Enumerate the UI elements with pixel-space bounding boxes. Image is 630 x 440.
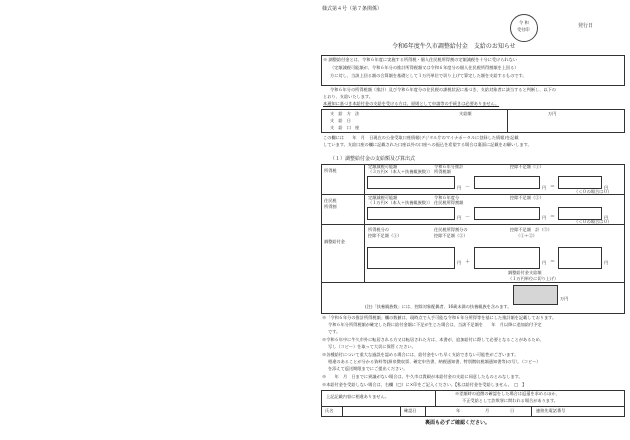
note-line: を添えて返送期限までにご提出ください。	[328, 366, 408, 371]
calc-footnote: (注)「扶養親族数」には、控除対象配偶者、16歳未満の扶養親族を含みます。	[365, 304, 512, 309]
cell-label: 定額減税可能額	[368, 164, 398, 169]
intro-paragraph: とおり、支給いたします。	[323, 94, 373, 99]
confirm-date-label: 確認日	[404, 408, 417, 413]
decline-line[interactable]: ※本給付金を受給しない場合は、右欄（□）に×印をご記入ください。【私は給付金を受給しません。 □ 】	[322, 382, 527, 387]
cell-label: （①＋②）	[516, 233, 537, 238]
day-label: 日	[510, 408, 515, 413]
warning-line: 不正受給として詐欺罪に問われる場合があります。	[462, 398, 558, 403]
note-line: ※ 年 月 日までに異議がない場合は、牛久市は貴殿が本給付金の支給に同意したものとみなします。	[322, 374, 523, 379]
row-resident-tax: 住民税	[324, 198, 337, 203]
cell-label: 所得税額	[434, 169, 451, 174]
cell-note: （＜０の場合は０）	[574, 189, 612, 194]
bank-notice: しています。支給口座の欄に記載された口座以外の口座への振込を希望する場合は裏面に記載をお願いします。	[323, 142, 532, 147]
cell-label: 所得税分の	[368, 227, 389, 232]
row-resident-tax-sub: 所得割	[324, 204, 337, 209]
stamp-line-1: 令 和	[519, 20, 529, 25]
month-label: 月	[485, 408, 490, 413]
intro-line: 方に対し、当該上回る額の合算額を基礎として１万円単位で切り上げて算定した額を支給するものです。	[330, 73, 527, 78]
footer-note: 裏面も必ずご確認ください。	[425, 420, 491, 426]
confirm-statement: 上記記載内容に相違ありません。	[326, 394, 390, 399]
cell-note: （＜０の場合は０）	[574, 219, 612, 224]
unit-yen: 円	[457, 185, 462, 190]
unit-yen: 円	[457, 215, 462, 220]
equals-sign: ＝	[550, 184, 556, 190]
input-box[interactable]	[474, 207, 540, 220]
equals-sign: ＝	[550, 214, 556, 220]
intro-note: 本通知に基づき本給付金の支給を受ける方は、原則として申請等の手続きは必要ありません。	[323, 101, 500, 106]
unit-yen: 円	[457, 260, 462, 265]
final-amount-box[interactable]	[513, 285, 558, 305]
input-box[interactable]	[367, 247, 455, 269]
input-box[interactable]	[367, 207, 455, 220]
cell-label: 令和６年度分	[434, 195, 460, 200]
unit-yen: 円	[604, 185, 609, 190]
note-line: ※令和６年中に牛久市外に転居される方又は転居された方は、本書が、追加給付に際して必要となることがあるため、	[322, 337, 544, 342]
unit-yen: 円	[542, 260, 547, 265]
cell-label: 控除不足額（②）	[510, 195, 544, 200]
payment-method-label: 支 給 方 法	[330, 111, 360, 116]
plus-sign: ＋	[465, 259, 471, 265]
row-income-tax: 所得税	[324, 168, 337, 173]
input-box[interactable]	[558, 247, 602, 269]
unit-man: 万円	[560, 296, 569, 301]
input-box[interactable]	[558, 176, 602, 189]
cell-label: 控除不足額（①）	[368, 233, 402, 238]
unit-yen: 円	[604, 260, 609, 265]
cell-label: 定額減税可能額	[368, 195, 398, 200]
note-line: 写し（コピー）を取って大切に保管ください。	[328, 344, 416, 349]
payment-box	[321, 109, 625, 133]
form-number: 様式第４号（第７条関係）	[322, 6, 383, 12]
minus-sign: －	[465, 214, 471, 220]
stamp-line-2: 受付印	[517, 27, 530, 32]
intro-line: （定額減税可能額が、令和６年分の推計所得税額又は令和６年度分の個人住民税所得割額を上回る）	[330, 65, 519, 70]
name-field[interactable]	[343, 407, 399, 416]
input-box[interactable]	[474, 247, 540, 269]
cell-label: 控除不足額（①）	[510, 164, 544, 169]
name-label: 氏名	[325, 408, 334, 413]
phone-label: 連絡先電話番号	[536, 408, 566, 413]
final-amount-sub: （１万円単位に切り上げ）	[508, 276, 559, 281]
row-benefit: 調整給付金	[324, 239, 345, 244]
intro-paragraph: 令和６年分の所得税額（推計）及び令和６年度分の住民税の課税状況に基づき、支給対象者に該当すると判断し、以下の	[330, 87, 556, 92]
note-line: 相違のあることが分かる資料等(源泉徴収票、確定申告書、納税通知書、特別徴収税額通知書等)の写し（コピー）	[328, 359, 541, 364]
input-box[interactable]	[367, 176, 455, 189]
amount-label: 支給額	[459, 111, 472, 116]
payment-date-label: 支 給 日	[330, 118, 351, 123]
unit-yen: 円	[542, 185, 547, 190]
page-title: 令和6年度牛久市調整給付金 支給のお知らせ	[392, 43, 516, 50]
issue-date-label: 発行日	[578, 23, 594, 29]
cell-label: 令和６年分推計	[434, 164, 464, 169]
unit-yen: 円	[604, 215, 609, 220]
input-box[interactable]	[474, 176, 540, 189]
cell-label: 住民税所得割分の	[434, 227, 468, 232]
note-line: です。	[328, 329, 341, 334]
cell-label: 控除不足額 計（③）	[510, 227, 552, 232]
note-line: ※各種給付について重大な過誤を認める場合には、給付金をいち早く支給できない可能性がございます。	[322, 352, 519, 357]
year-label: 年	[456, 408, 461, 413]
minus-sign: －	[465, 184, 471, 190]
final-amount-label: 調整給付金支給額	[508, 270, 542, 275]
amount-unit: 万円	[548, 111, 557, 116]
warning-line: ※差額時の追徴の確認をした場合は返還を求めるほか、	[455, 391, 560, 396]
bank-notice: この欄には 年 月 日現在の公金受取口座情報(デジタル庁のマイナポータルに登録した情報)を記載	[323, 135, 519, 140]
note-line: ※「令和６年分の推計所得税額」欄の数値は、現時点で入手可能な令和６年分所得等を基にした推計額を記載しております。	[322, 315, 557, 320]
note-line: 令和６年分所得税額が確定した際に給付金額に不足が生じた場合は、当該不足額を 年 月以降に追加給付予定	[328, 322, 542, 327]
unit-yen: 円	[542, 215, 547, 220]
calc-title: （１）調整給付金の支給額及び算出式	[330, 156, 416, 162]
equals-sign: ＝	[550, 259, 556, 265]
intro-line: ※ 調整給付金とは、令和６年度に実施する所得税・個人住民税所得割の定額減税を十分に受けられない	[323, 57, 517, 62]
cell-label: （１万円×（本人＋扶養親族数））	[368, 200, 433, 205]
cell-label: 控除不足額（②）	[434, 233, 468, 238]
payment-account-label: 支 給 口 座	[330, 125, 360, 130]
cell-label: 住民税所得割額	[434, 200, 464, 205]
cell-label: （３万円×（本人＋扶養親族数））	[368, 169, 433, 174]
